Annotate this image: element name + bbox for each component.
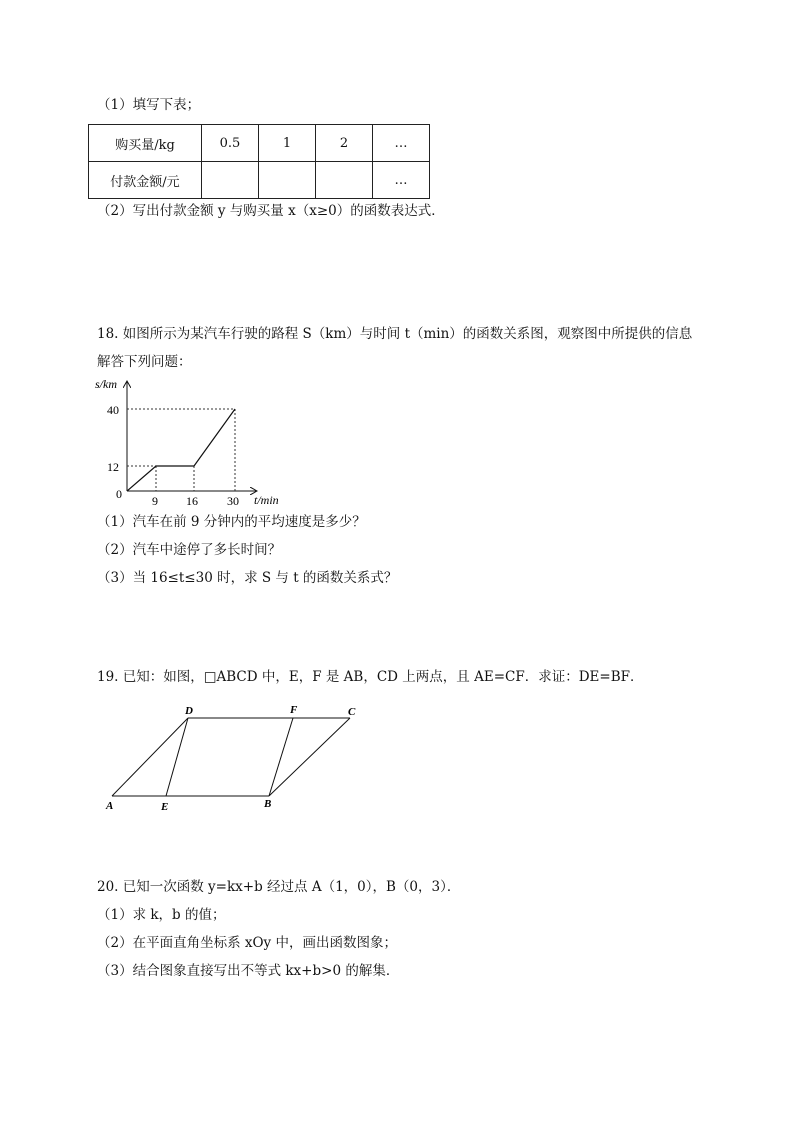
q17-part1: （1）填写下表； <box>97 97 201 113</box>
y-tick-label: 12 <box>107 460 119 474</box>
table-cell: 1 <box>259 125 316 162</box>
table-cell: … <box>373 162 430 199</box>
q18-stem-line1: 18. 如图所示为某汽车行驶的路程 S（km）与时间 t（min）的函数关系图，观察图中所提供的信息 <box>97 326 693 342</box>
q18-part2: （2）汽车中途停了多长时间？ <box>97 542 282 558</box>
table-cell: 付款金额/元 <box>89 162 202 199</box>
q20-part1: （1）求 k，b 的值； <box>97 907 226 923</box>
table-cell <box>202 162 259 199</box>
y-axis-label: s/km <box>95 377 117 391</box>
table-row <box>89 162 430 199</box>
purchase-table <box>88 124 430 199</box>
point-label-D: D <box>185 705 193 717</box>
point-label-B: B <box>264 798 272 810</box>
x-tick-label: 30 <box>227 494 239 508</box>
table-row <box>89 125 430 162</box>
q18-part1: （1）汽车在前 9 分钟内的平均速度是多少？ <box>97 514 366 530</box>
q19-stem: 19. 已知：如图，□ABCD 中，E，F 是 AB，CD 上两点，且 AE=CF．求证：DE=BF． <box>97 669 644 685</box>
distance-time-graph <box>90 374 290 510</box>
series-line <box>127 409 235 491</box>
table-cell: 0.5 <box>202 125 259 162</box>
q20-stem: 20. 已知一次函数 y=kx+b 经过点 A（1，0），B（0，3）． <box>97 879 461 895</box>
x-axis-label: t/min <box>254 493 279 507</box>
table-cell <box>316 162 373 199</box>
parallelogram-figure <box>100 700 370 815</box>
table-cell: … <box>373 125 430 162</box>
q18-part3: （3）当 16≤t≤30 时，求 S 与 t 的函数关系式？ <box>97 570 398 586</box>
q17-part2: （2）写出付款金额 y 与购买量 x（x≥0）的函数表达式． <box>97 203 445 219</box>
y-tick-label: 40 <box>107 403 119 417</box>
table-cell: 2 <box>316 125 373 162</box>
point-label-C: C <box>348 706 356 718</box>
point-label-F: F <box>290 704 298 716</box>
table-cell: 购买量/kg <box>89 125 202 162</box>
point-label-E: E <box>161 801 169 813</box>
q18-stem-line2: 解答下列问题： <box>97 354 192 370</box>
table-cell <box>259 162 316 199</box>
x-tick-label: 16 <box>186 494 198 508</box>
origin-label: 0 <box>116 487 122 501</box>
point-label-A: A <box>106 800 114 812</box>
x-tick-label: 9 <box>152 494 158 508</box>
q20-part2: （2）在平面直角坐标系 xOy 中，画出函数图象； <box>97 935 397 951</box>
q20-part3: （3）结合图象直接写出不等式 kx+b>0 的解集． <box>97 963 400 979</box>
